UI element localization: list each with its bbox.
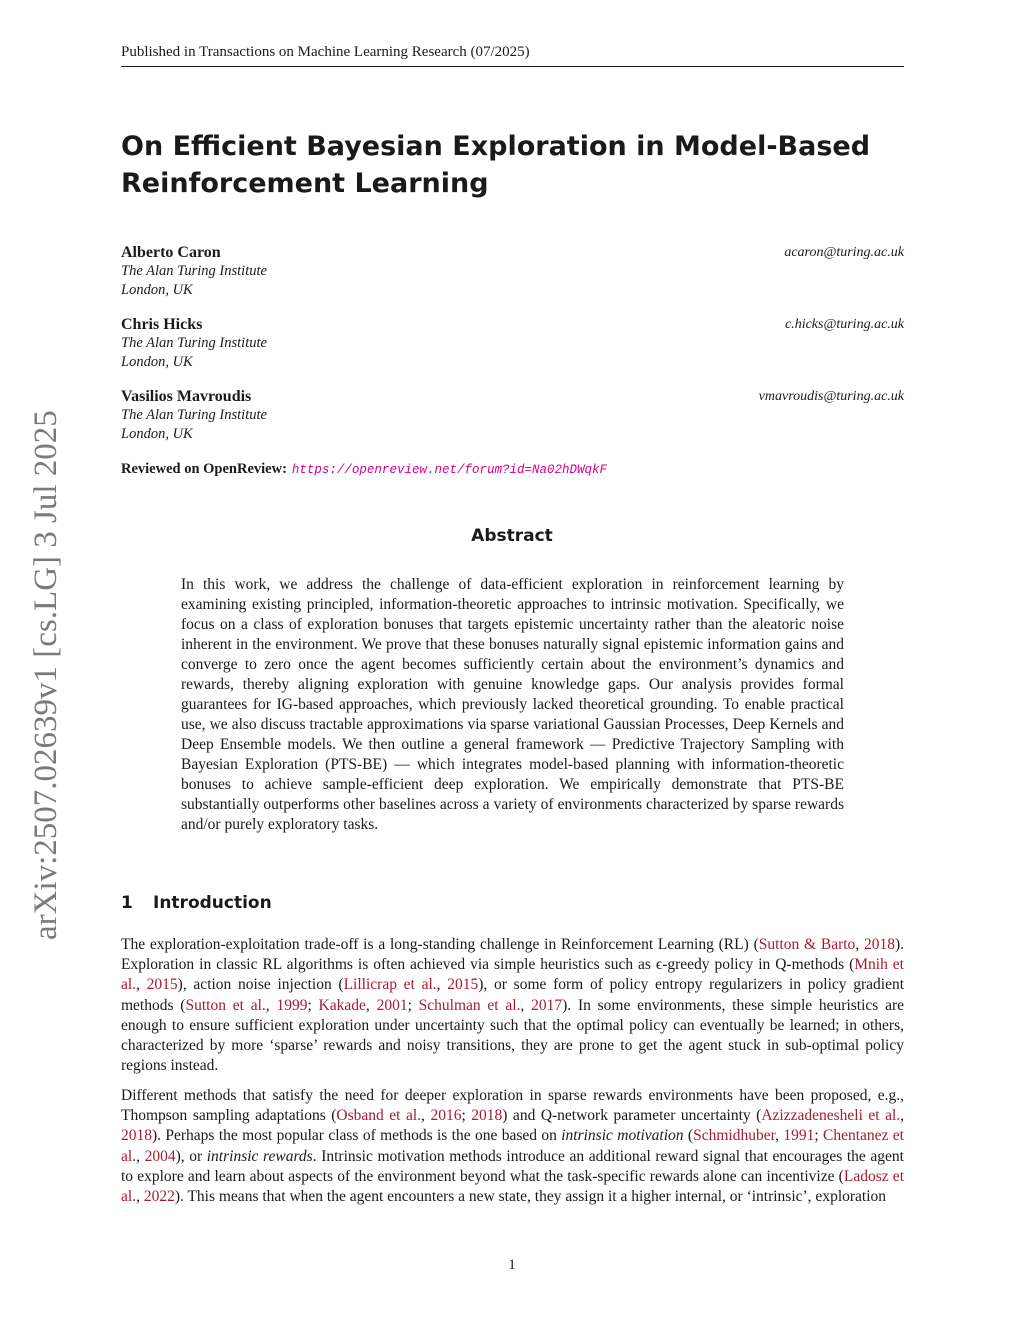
author-institution: The Alan Turing Institute xyxy=(121,407,267,423)
author-name: Chris Hicks xyxy=(121,316,203,333)
emphasis-text: intrinsic motivation xyxy=(561,1127,684,1145)
text-run: ( xyxy=(683,1127,694,1145)
text-run: ), action noise injection ( xyxy=(177,976,344,994)
text-run: The exploration-exploitation trade-off is a long-standing challenge in Reinforcement Learning (RL) ( xyxy=(121,936,759,953)
author-email[interactable]: c.hicks@turing.ac.uk xyxy=(784,317,904,332)
text-run: ; xyxy=(461,1107,472,1125)
citation-link[interactable]: 2015 xyxy=(447,976,479,994)
citation-link[interactable]: 2018 xyxy=(471,1107,503,1125)
text-run: , xyxy=(265,996,277,1014)
text-run: ). In some environments, these simple heuristics are enough to ensure sufficient exploration under uncertainty such that the optimal policy can eventually be learned; in others, characterized by more ‘sparse’ rewards and noisy transitions, they are prone to get the agent stuck in sub-optimal policy regions instead. xyxy=(121,996,905,1075)
text-run: , xyxy=(136,1147,145,1165)
text-run: ), or xyxy=(175,1147,207,1165)
citation-link[interactable]: Sutton & Barto xyxy=(758,936,856,953)
text-run: , xyxy=(775,1127,784,1145)
text-run: , xyxy=(520,996,532,1014)
citation-link[interactable]: 2001 xyxy=(376,996,408,1014)
text-run: , xyxy=(421,1107,431,1125)
section-heading xyxy=(121,893,272,913)
openreview-link[interactable]: https://openreview.net/forum?id=Na02hDWqkF xyxy=(291,463,607,477)
text-run: , xyxy=(900,1107,905,1125)
text-run: , xyxy=(855,936,864,953)
text-run: ). Perhaps the most popular class of methods is the one based on xyxy=(152,1127,562,1145)
author-institution: The Alan Turing Institute xyxy=(121,263,267,279)
citation-link[interactable]: 2017 xyxy=(531,996,563,1014)
citation-link[interactable]: Chentanez et al. xyxy=(121,1127,904,1165)
text-run: , xyxy=(365,996,377,1014)
author-location: London, UK xyxy=(121,354,193,370)
text-run: ), or some form of policy entropy regularizers in policy gradient methods ( xyxy=(121,976,905,1014)
abstract-heading: Abstract xyxy=(471,526,553,546)
citation-link[interactable]: 2018 xyxy=(863,936,895,953)
author-name: Vasilios Mavroudis xyxy=(121,388,252,405)
citation-link[interactable]: Azizzadenesheli et al. xyxy=(761,1107,901,1125)
text-run: ). Exploration in classic RL algorithms is often achieved via simple heuristics such as ϵ-greedy policy in Q-methods ( xyxy=(121,936,905,974)
author-block xyxy=(121,243,904,300)
arxiv-stamp: arXiv:2507.02639v1 [cs.LG] 3 Jul 2025 xyxy=(28,410,64,940)
text-run: . Intrinsic motivation methods introduce an additional reward signal that encourages the agent to explore and learn about aspects of the environment beyond what the task-specific rewards alone can incentivize ( xyxy=(121,1147,904,1185)
citation-link[interactable]: 2016 xyxy=(430,1107,462,1125)
author-institution: The Alan Turing Institute xyxy=(121,335,267,351)
text-run: ; xyxy=(307,996,319,1014)
author-block xyxy=(121,387,904,444)
text-run: Different methods that satisfy the need for deeper exploration in sparse rewards environments have been proposed, e.g., Thompson sampling adaptations ( xyxy=(121,1087,904,1125)
author-location: London, UK xyxy=(121,282,193,298)
text-run: , xyxy=(436,976,448,994)
citation-link[interactable]: Kakade xyxy=(318,996,366,1014)
citation-link[interactable]: 1999 xyxy=(276,996,308,1014)
section-title: Introduction xyxy=(153,893,272,913)
author-location: London, UK xyxy=(121,426,193,442)
author-email[interactable]: vmavroudis@turing.ac.uk xyxy=(758,389,904,404)
text-run: , xyxy=(136,1188,144,1206)
page-number: 1 xyxy=(508,1257,516,1273)
citation-link[interactable]: Mnih et al. xyxy=(121,956,904,994)
citation-link[interactable]: Lillicrap et al. xyxy=(343,976,437,994)
text-run: ) and Q-network parameter uncertainty ( xyxy=(502,1107,762,1125)
paper-title: On Efficient Bayesian Exploration in Model-Based Reinforcement Learning xyxy=(121,131,871,199)
text-run: , xyxy=(136,976,147,994)
citation-link[interactable]: 2022 xyxy=(143,1188,175,1206)
citation-link[interactable]: Osband et al. xyxy=(336,1107,422,1125)
emphasis-text: intrinsic rewards xyxy=(206,1147,313,1165)
citation-link[interactable]: 2018 xyxy=(121,1127,152,1145)
intro-paragraph-2 xyxy=(121,1086,904,1207)
citation-link[interactable]: Sutton et al. xyxy=(185,996,266,1014)
text-run: ). This means that when the agent encounters a new state, they assign it a higher internal, or ‘intrinsic’, exploration xyxy=(174,1188,887,1206)
author-name: Alberto Caron xyxy=(121,244,221,261)
citation-link[interactable]: 2004 xyxy=(144,1147,176,1165)
citation-link[interactable]: Schulman et al. xyxy=(418,996,521,1014)
citation-link[interactable]: 1991 xyxy=(783,1127,815,1145)
text-run: ; xyxy=(814,1127,824,1145)
citation-link[interactable]: Schmidhuber xyxy=(693,1127,776,1145)
review-line xyxy=(121,461,607,478)
citation-link[interactable]: 2015 xyxy=(146,976,178,994)
section-number: 1 xyxy=(121,893,133,913)
author-email[interactable]: acaron@turing.ac.uk xyxy=(784,245,904,260)
journal-header: Published in Transactions on Machine Learning Research (07/2025) xyxy=(121,44,904,67)
text-run: ; xyxy=(407,996,419,1014)
author-block xyxy=(121,315,904,372)
citation-link[interactable]: Ladosz et al. xyxy=(121,1167,904,1206)
abstract-text: In this work, we address the challenge of data-efficient exploration in reinforcement learning by examining existing principled, information-theoretic approaches to intrinsic motivation. Specifically, we focus on a class of exploration bonuses that targets epistemic uncertainty rather than the aleatoric noise inherent in the environment. We prove that these bonuses naturally signal epistemic information gains and converge to zero once the agent becomes sufficiently certain about the environment’s dynamics and rewards, thereby aligning exploration with genuine knowledge gaps. Our analysis provides formal guarantees for IG-based approaches, which previously lacked theoretical grounding. To enable practical use, we also discuss tractable approximations via sparse variational Gaussian Processes, Deep Kernels and Deep Ensemble models. We then outline a general framework — Predictive Trajectory Sampling with Bayesian Exploration (PTS-BE) — which integrates model-based planning with information-theoretic bonuses to achieve sample-efficient deep exploration. We empirically demonstrate that PTS-BE substantially outperforms other baselines across a variety of environments characterized by sparse rewards and/or purely exploratory tasks. xyxy=(181,576,844,833)
review-label: Reviewed on OpenReview: xyxy=(121,461,287,477)
intro-paragraph-1 xyxy=(121,935,904,1076)
